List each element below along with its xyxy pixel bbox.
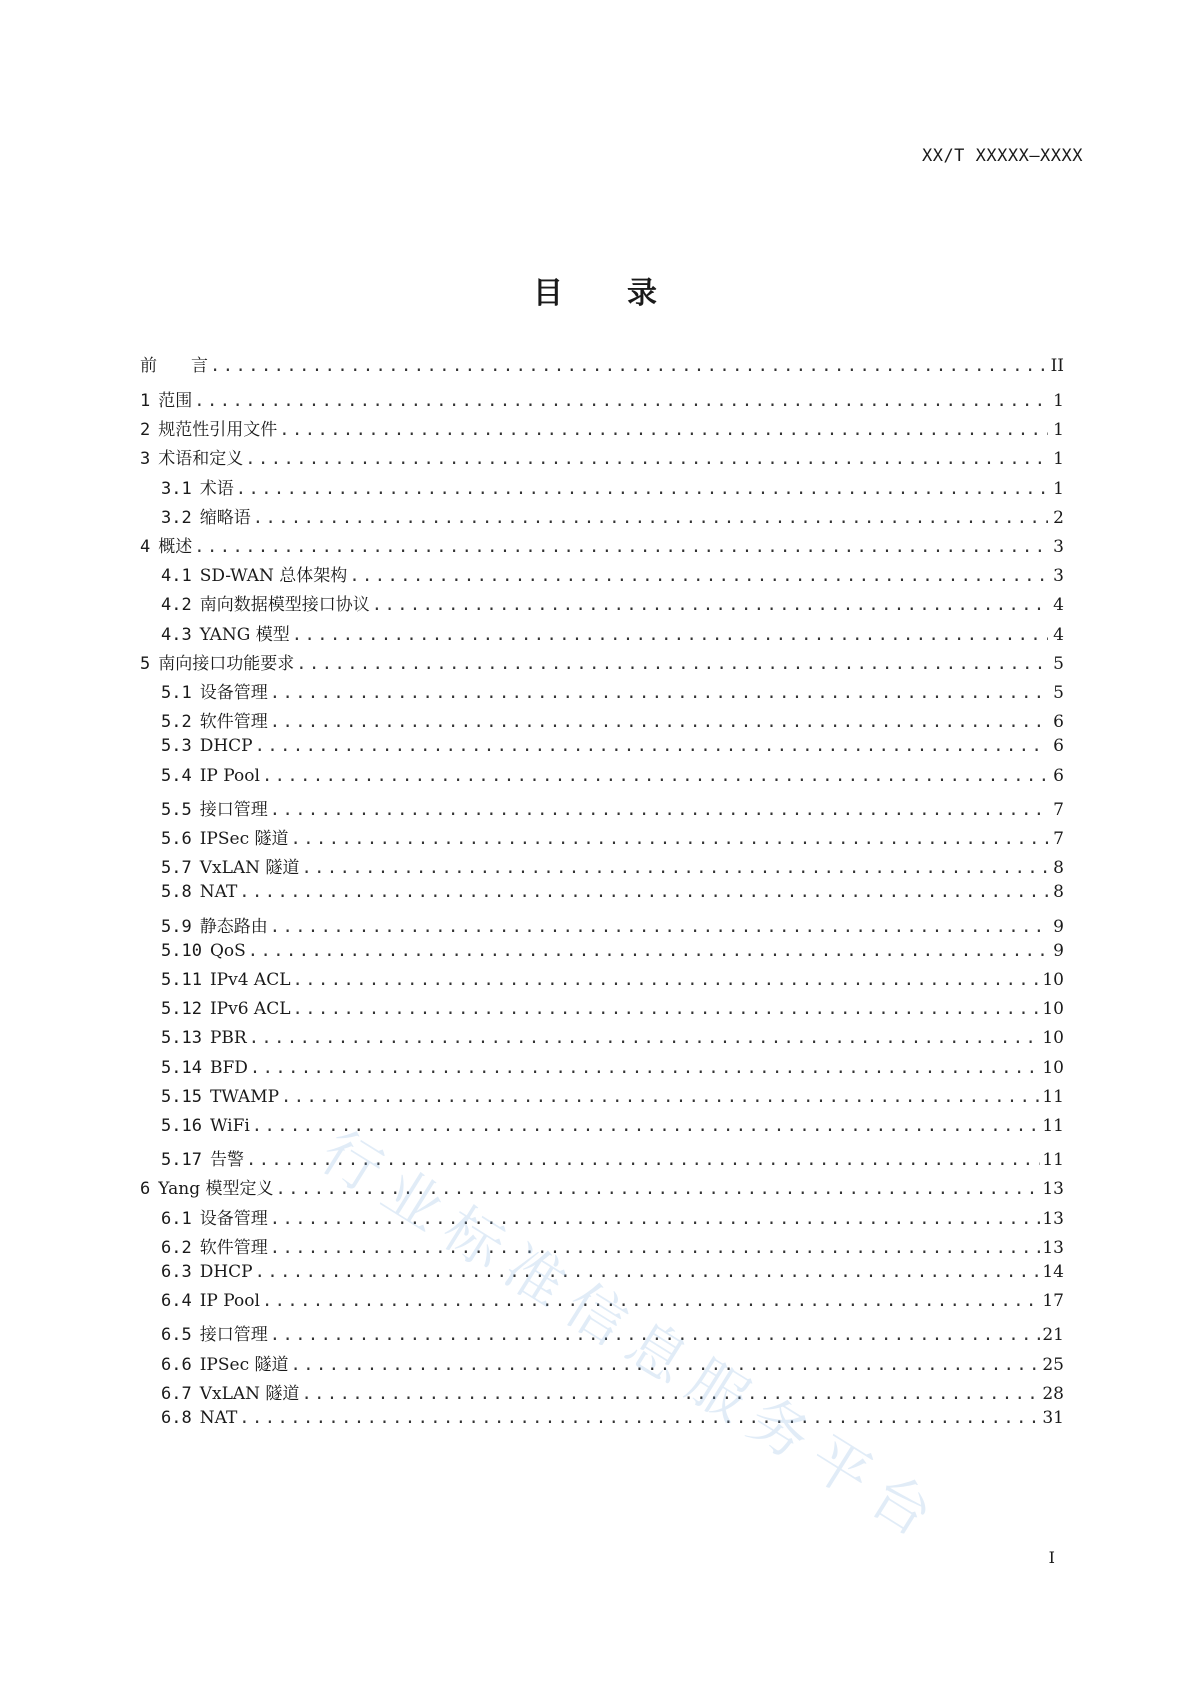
toc-entry-label: 术语 [199,478,234,499]
toc-entry-label: 软件管理 [199,712,268,733]
toc-dot-leader [293,999,1041,1019]
toc-entry-label: IPv4 ACL [209,970,291,990]
toc-entry-page: 1 [1053,449,1064,470]
toc-entry-label: 接口管理 [199,1325,268,1346]
toc-entry[interactable] [140,1174,1064,1202]
toc-entry[interactable] [140,474,1064,502]
toc-entry-label: PBR [209,1028,247,1049]
toc-entry[interactable] [140,503,1064,531]
toc-dot-leader [372,595,1048,615]
toc-entry-label: 概述 [158,537,193,557]
toc-entry-page: 11 [1042,1086,1064,1107]
toc-entry-number: 6.3 [161,1262,192,1282]
toc-dot-leader [210,356,1048,376]
toc-dot-leader [270,917,1048,937]
toc-dot-leader [253,508,1048,528]
toc-entry-page: 4 [1053,595,1064,616]
toc-dot-leader [292,625,1048,645]
toc-entry[interactable] [140,1320,1064,1348]
toc-entry-number: 5.10 [161,940,202,961]
toc-entry[interactable] [140,853,1064,881]
toc-entry-label: 接口管理 [199,799,268,820]
toc-dot-leader [270,712,1048,732]
toc-entry-number: 5.11 [161,970,202,990]
toc-entry-label: IPv6 ACL [209,999,291,1020]
toc-entry-number: 5 [140,653,151,674]
toc-dot-leader [291,829,1048,849]
toc-entry-page: 3 [1053,537,1064,557]
toc-entry[interactable] [140,678,1064,706]
toc-entry-number: 3.1 [161,478,192,499]
toc-entry-page: 11 [1042,1116,1064,1136]
toc-entry-number: 6.4 [161,1291,192,1312]
toc-entry-label: 软件管理 [199,1237,268,1258]
toc-entry-number: 6.5 [161,1325,192,1346]
toc-entry[interactable] [140,1262,1064,1290]
toc-entry-label: DHCP [199,736,253,757]
toc-entry-page: II [1050,356,1064,376]
toc-dot-leader [248,941,1048,961]
toc-dot-leader [245,449,1048,469]
toc-entry-number: 4 [140,537,151,557]
toc-entry-number: 5.15 [161,1086,202,1107]
toc-entry[interactable] [140,912,1064,940]
toc-dot-leader [270,683,1048,703]
toc-entry-number: 6.6 [161,1354,192,1375]
toc-entry-label: TWAMP [209,1086,280,1107]
toc-entry[interactable] [140,1116,1064,1144]
toc-entry[interactable] [140,970,1064,998]
toc-entry-label: 前 言 [140,356,208,376]
toc-entry-number: 5.14 [161,1057,202,1078]
toc-entry-page: 5 [1053,683,1064,703]
toc-entry-page: 10 [1042,970,1064,990]
toc-entry[interactable] [140,532,1064,560]
toc-entry-page: 6 [1053,712,1064,733]
toc-entry-label: DHCP [199,1262,253,1282]
toc-entry[interactable] [140,1145,1064,1173]
toc-dot-leader [239,882,1048,902]
toc-title [0,268,1190,312]
toc-entry-page: 14 [1042,1262,1064,1282]
toc-entry-number: 5.17 [161,1150,202,1171]
toc-dot-leader [236,479,1048,499]
toc-dot-leader [301,1384,1040,1404]
toc-entry[interactable] [140,1028,1064,1056]
toc-entry-number: 6 [140,1179,151,1200]
toc-entry-label: QoS [209,940,246,961]
toc-entry-page: 9 [1053,940,1064,961]
toc-entry-label: 设备管理 [199,1208,268,1229]
toc-dot-leader [262,766,1048,786]
toc-entry-number: 2 [140,420,151,441]
toc-entry-label: NAT [199,882,238,903]
toc-entry-number: 4.3 [161,624,192,645]
toc-dot-leader [349,566,1048,586]
toc-entry[interactable] [140,824,1064,852]
toc-dot-leader [301,858,1048,878]
toc-dot-leader [246,1150,1040,1170]
toc-entry-page: 9 [1053,916,1064,937]
toc-entry[interactable] [140,620,1064,648]
toc-entry-label: IPSec 隧道 [199,829,289,849]
toc-entry[interactable] [140,415,1064,443]
toc-entry-page: 31 [1042,1408,1064,1428]
toc-entry-page: 17 [1042,1291,1064,1312]
toc-dot-leader [281,1087,1040,1107]
toc-entry-label: VxLAN 隧道 [199,1383,300,1404]
toc-entry[interactable] [140,1408,1064,1436]
toc-entry-number: 3.2 [161,507,192,528]
toc-entry-page: 7 [1053,829,1064,849]
toc-dot-leader [270,800,1048,820]
standard-number: XX/T XXXXX—XXXX [921,146,1083,166]
toc-title-part1: 目 [533,276,563,311]
toc-entry-number: 5.12 [161,999,202,1020]
toc-entry[interactable] [140,1087,1064,1115]
toc-entry[interactable] [140,1233,1064,1261]
toc-entry[interactable] [140,1291,1064,1319]
toc-entry-number: 5.6 [161,829,192,849]
toc-entry-label: 南向接口功能要求 [158,653,295,674]
toc-dot-leader [194,391,1048,411]
toc-entry[interactable] [140,351,1064,379]
toc-entry[interactable] [140,736,1064,764]
toc-entry-page: 7 [1053,799,1064,820]
toc-entry-label: YANG 模型 [199,624,290,645]
toc-entry-number: 5.8 [161,882,192,903]
toc-entry-page: 10 [1042,999,1064,1020]
toc-entry[interactable] [140,766,1064,794]
toc-entry[interactable] [140,795,1064,823]
toc-dot-leader [270,1238,1041,1258]
toc-dot-leader [296,654,1048,674]
toc-entry-number: 5.16 [161,1116,202,1136]
toc-dot-leader [249,1028,1041,1048]
toc-entry-label: 静态路由 [199,916,268,937]
toc-entry-label: 规范性引用文件 [158,420,278,441]
toc-entry-page: 2 [1053,507,1064,528]
toc-dot-leader [239,1408,1040,1428]
toc-entry[interactable] [140,999,1064,1027]
toc-entry-page: 1 [1053,420,1064,441]
toc-dot-leader [250,1058,1040,1078]
toc-dot-leader [262,1291,1040,1311]
toc-entry-number: 5.7 [161,858,192,879]
toc-entry-page: 28 [1042,1383,1064,1404]
toc-dot-leader [291,1355,1041,1375]
toc-entry-number: 5.13 [161,1028,202,1049]
toc-entry-page: 4 [1053,624,1064,645]
toc-entry-label: 南向数据模型接口协议 [199,595,370,616]
toc-entry-label: VxLAN 隧道 [199,858,300,879]
toc-dot-leader [276,1179,1041,1199]
toc-entry-page: 6 [1053,765,1064,786]
toc-entry-label: IPSec 隧道 [199,1354,289,1375]
toc-entry-number: 5.1 [161,683,192,703]
toc-entry-label: IP Pool [199,765,260,786]
toc-entry-number: 5.5 [161,799,192,820]
toc-entry-page: 25 [1042,1354,1064,1375]
toc-dot-leader [270,1209,1041,1229]
toc-entry-number: 5.3 [161,736,192,757]
toc-entry-page: 11 [1042,1150,1064,1171]
toc-entry-number: 6.8 [161,1408,192,1428]
toc-entry[interactable] [140,1204,1064,1232]
toc-dot-leader [270,1325,1041,1345]
toc-entry-page: 1 [1053,391,1064,411]
toc-entry[interactable] [140,561,1064,589]
toc-entry-number: 5.2 [161,712,192,733]
watermark: 行业标准信息服务平台 [309,1117,956,1557]
toc-entry-label: SD-WAN 总体架构 [199,566,348,587]
toc-entry-number: 6.7 [161,1383,192,1404]
toc-dot-leader [279,420,1048,440]
toc-dot-leader [293,970,1041,990]
toc-entry-page: 10 [1042,1028,1064,1049]
toc-entry-label: BFD [209,1057,248,1078]
toc-entry-page: 10 [1042,1057,1064,1078]
toc-entry-label: 缩略语 [199,507,251,528]
toc-entry-label: 设备管理 [199,683,268,703]
toc-entry[interactable] [140,1058,1064,1086]
toc-dot-leader [255,736,1048,756]
toc-entry-page: 1 [1053,478,1064,499]
toc-entry-page: 8 [1053,858,1064,879]
toc-entry[interactable] [140,882,1064,910]
toc-entry-label: NAT [199,1408,238,1428]
toc-entry-page: 13 [1042,1208,1064,1229]
page-number: I [1048,1548,1055,1567]
toc-entry-label: 范围 [158,391,193,411]
toc-entry-number: 4.1 [161,566,192,587]
toc-entry[interactable] [140,444,1064,472]
toc-entry[interactable] [140,386,1064,414]
toc-dot-leader [255,1262,1041,1282]
toc-entry-label: IP Pool [199,1291,260,1312]
toc-entry-page: 6 [1053,736,1064,757]
toc-entry-number: 6.2 [161,1237,192,1258]
toc-title-part2: 录 [627,276,657,311]
toc-entry[interactable] [140,649,1064,677]
toc-entry-label: WiFi [209,1116,250,1136]
toc-entry-number: 5.4 [161,765,192,786]
toc-entry-label: 术语和定义 [158,449,244,470]
toc-entry[interactable] [140,1379,1064,1407]
toc-entry[interactable] [140,590,1064,618]
toc-entry-number: 5.9 [161,916,192,937]
toc-entry-page: 13 [1042,1179,1064,1200]
toc-entry-number: 3 [140,449,151,470]
toc-entry-number: 6.1 [161,1208,192,1229]
toc-entry-page: 3 [1053,566,1064,587]
toc-entry-page: 5 [1053,653,1064,674]
toc-entry-page: 13 [1042,1237,1064,1258]
toc-entry-page: 8 [1053,882,1064,903]
toc-entry[interactable] [140,1350,1064,1378]
toc-entry-number: 4.2 [161,595,192,616]
toc-dot-leader [252,1116,1041,1136]
toc-entry-number: 1 [140,391,151,411]
toc-entry-label: 告警 [209,1150,244,1171]
toc-entry-page: 21 [1042,1325,1064,1346]
toc-dot-leader [194,537,1048,557]
toc-entry[interactable] [140,941,1064,969]
toc-entry-label: Yang 模型定义 [158,1179,274,1200]
toc-entry[interactable] [140,707,1064,735]
